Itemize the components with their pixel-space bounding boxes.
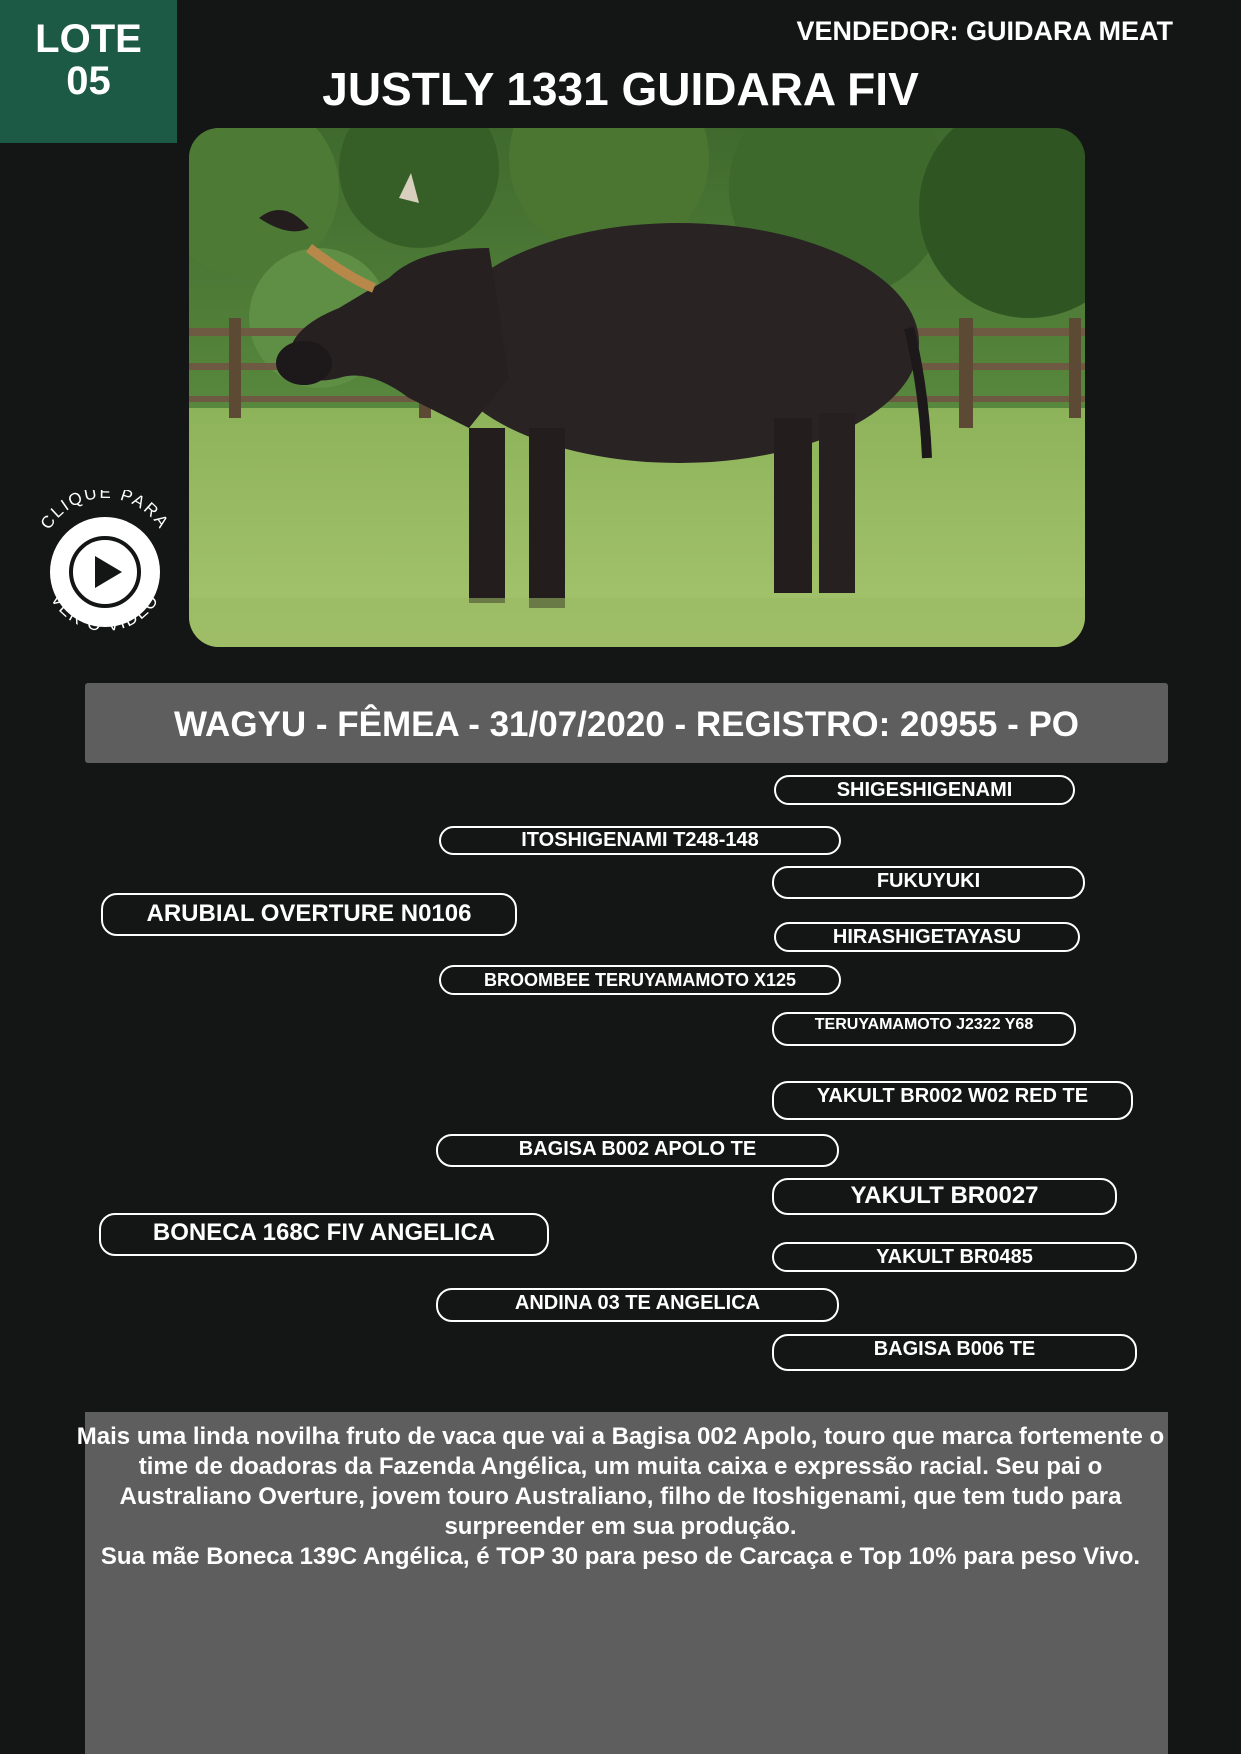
pedigree-sire-dam-dam: TERUYAMAMOTO J2322 Y68 [772,1012,1076,1046]
video-text-bottom: VER O VÍDEO [46,590,164,636]
video-text-top: CLIQUE PARA [36,490,174,533]
pedigree-dam-dam-sire: YAKULT BR0485 [772,1242,1137,1272]
play-icon [34,490,176,654]
cow-photo-illustration [189,128,1085,647]
description-paragraph-2: Sua mãe Boneca 139C Angélica, é TOP 30 para peso de Carcaça e Top 10% para peso Vivo. [100,1543,1141,1570]
pedigree-sire-sire-dam: FUKUYUKI [772,866,1085,899]
pedigree-dam-sire-dam: YAKULT BR0027 [772,1178,1117,1215]
pedigree-dam-dam-dam: BAGISA B006 TE [772,1334,1137,1371]
animal-photo [189,128,1085,647]
play-video-button[interactable] [34,490,176,654]
pedigree-sire-dam: BROOMBEE TERUYAMAMOTO X125 [439,965,841,995]
description-text [72,1422,1169,1572]
pedigree-dam-sire-sire: YAKULT BR002 W02 RED TE [772,1081,1133,1120]
description-paragraph-1: Mais uma linda novilha fruto de vaca que vai a Bagisa 002 Apolo, touro que marca fortemente o time de doadoras da Fazenda Angélica, um muita caixa e expressão racial. Seu pai o Australiano Overture, jovem touro Australiano, filho de Itoshigenami, que tem tudo para surpreender em sua produção. [76,1423,1165,1540]
pedigree-sire: ARUBIAL OVERTURE N0106 [101,893,517,936]
pedigree-sire-sire: ITOSHIGENAMI T248-148 [439,826,841,855]
pedigree-sire-sire-sire: SHIGESHIGENAMI [774,775,1075,805]
lot-number: 05 [66,59,111,103]
pedigree-dam: BONECA 168C FIV ANGELICA [99,1213,549,1256]
info-banner: WAGYU - FÊMEA - 31/07/2020 - REGISTRO: 20955 - PO [85,683,1168,763]
vendor-label: VENDEDOR: GUIDARA MEAT [796,16,1173,46]
lot-label: LOTE [35,17,142,61]
pedigree-dam-dam: ANDINA 03 TE ANGELICA [436,1288,839,1322]
animal-name: JUSTLY 1331 GUIDARA FIV [322,63,919,115]
pedigree-dam-sire: BAGISA B002 APOLO TE [436,1134,839,1167]
pedigree-sire-dam-sire: HIRASHIGETAYASU [774,922,1080,952]
